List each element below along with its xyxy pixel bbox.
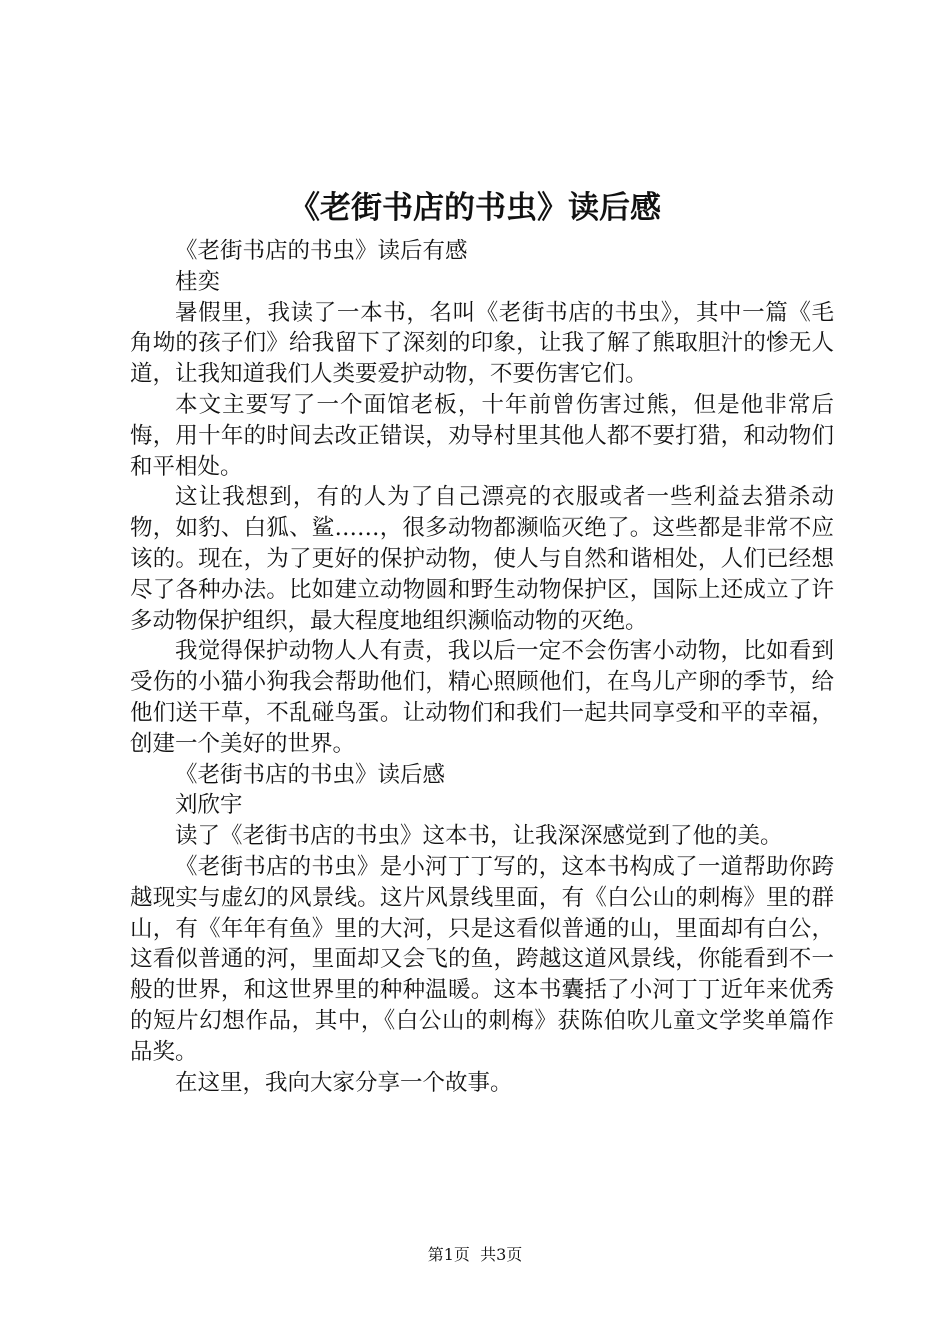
- page-number-label: 第1页 共3页: [427, 1245, 523, 1264]
- paragraph: 在这里，我向大家分享一个故事。: [175, 1069, 513, 1096]
- paragraph-subtitle-1: 《老街书店的书虫》读后有感: [175, 238, 468, 264]
- page-footer: [0, 1244, 950, 1266]
- paragraph: 暑假里，我读了一本书，名叫《老街书店的书虫》，其中一篇《毛角坳的孩子们》给我留下了深刻的印象，让我了解了熊取胆汁的惨无人道，让我知道我们人类要爱护动物，不要伤害它们。: [130, 299, 834, 388]
- document-body: [130, 236, 834, 1098]
- paragraph-author-1: 桂奕: [175, 268, 221, 295]
- paragraph: 读了《老街书店的书虫》这本书，让我深深感觉到了他的美。: [175, 823, 783, 850]
- paragraph: 我觉得保护动物人人有责，我以后一定不会伤害小动物，比如看到受伤的小猫小狗我会帮助他们，精心照顾他们，在鸟儿产卵的季节，给他们送干草，不乱碰鸟蛋。让动物们和我们一起共同享受和平的幸福，创建一个美好的世界。: [130, 638, 834, 757]
- paragraph: 这让我想到，有的人为了自己漂亮的衣服或者一些利益去猎杀动物，如豹、白狐、鲨……，很多动物都濒临灭绝了。这些都是非常不应该的。现在，为了更好的保护动物，使人与自然和谐相处，人们已经想尽了各种办法。比如建立动物圆和野生动物保护区，国际上还成立了许多动物保护组织，最大程度地组织濒临动物的灭绝。: [130, 484, 834, 634]
- document-title: 《老街书店的书虫》读后感: [289, 190, 661, 226]
- paragraph-subtitle-2: 《老街书店的书虫》读后感: [175, 761, 446, 788]
- paragraph: 《老街书店的书虫》是小河丁丁写的，这本书构成了一道帮助你跨越现实与虚幻的风景线。这片风景线里面，有《白公山的刺梅》里的群山，有《年年有鱼》里的大河，只是这看似普通的山，里面却有白公，这看似普通的河，里面却又会飞的鱼，跨越这道风景线，你能看到不一般的世界，和这世界里的种种温暖。这本书囊括了小河丁丁近年来优秀的短片幻想作品，其中，《白公山的刺梅》获陈伯吹儿童文学奖单篇作品奖。: [130, 853, 834, 1065]
- paragraph: 本文主要写了一个面馆老板，十年前曾伤害过熊，但是他非常后悔，用十年的时间去改正错误，劝导村里其他人都不要打猎，和动物们和平相处。: [130, 391, 834, 480]
- paragraph-author-2: 刘欣宇: [175, 792, 243, 819]
